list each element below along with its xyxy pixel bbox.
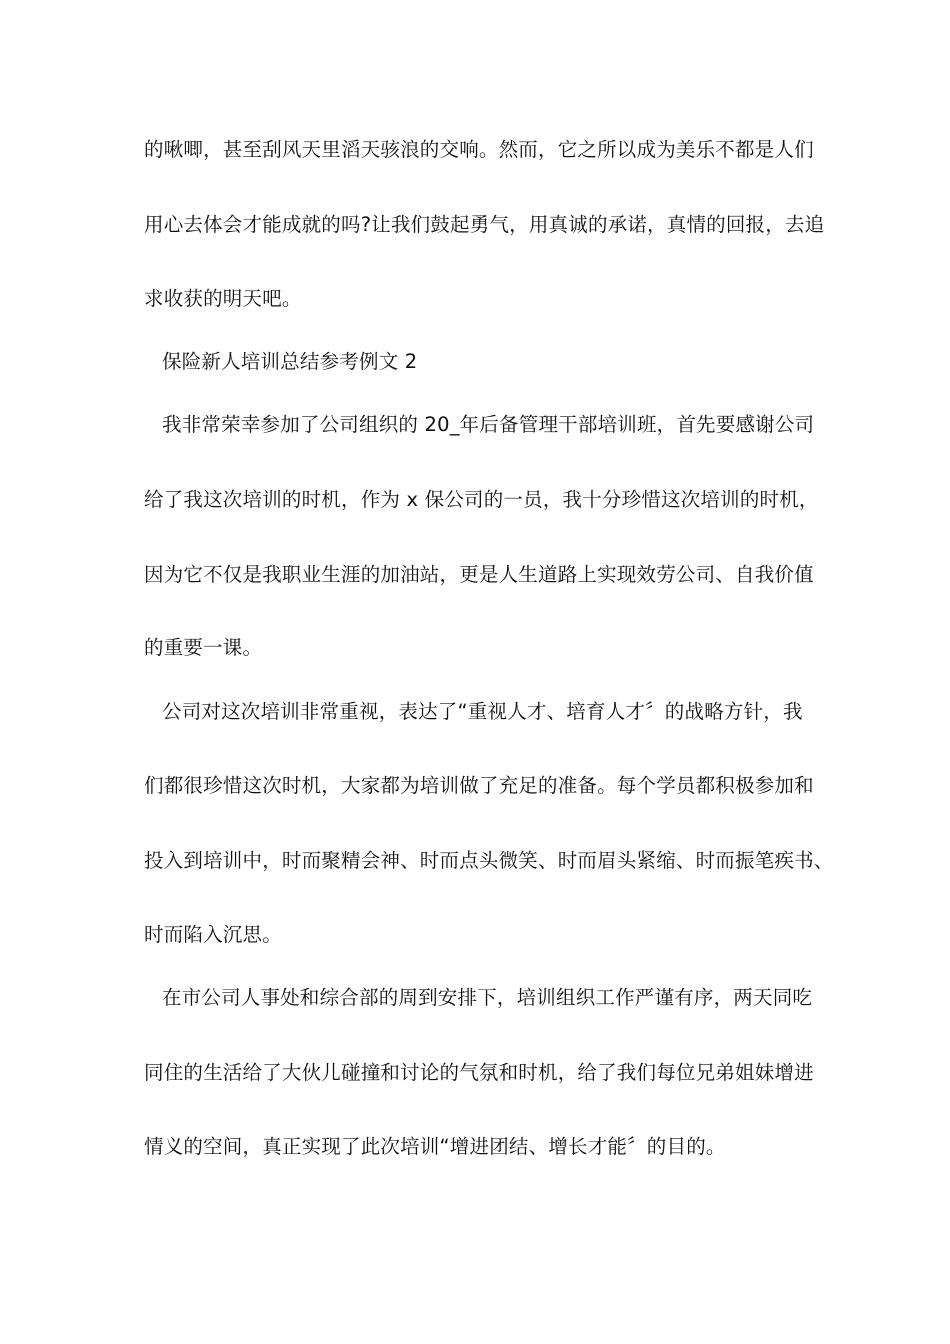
text-line: 的重要一课。 bbox=[144, 636, 263, 659]
text-line: 时而陷入沉思。 bbox=[144, 923, 282, 946]
text-line: 的啾唧，甚至刮风天里滔天骇浪的交响。然而，它之所以成为美乐不都是人们 bbox=[144, 138, 814, 161]
text-line: 公司对这次培训非常重视，表达了“重视人才、培育人才〞的战略方针，我 bbox=[162, 700, 803, 723]
text-line: 同住的生活给了大伙儿碰撞和讨论的气氛和时机，给了我们每位兄弟姐妹增进 bbox=[144, 1061, 814, 1084]
text-line: 因为它不仅是我职业生涯的加油站，更是人生道路上实现效劳公司、自我价值 bbox=[144, 563, 814, 586]
section-heading: 保险新人培训总结参考例文 2 bbox=[162, 350, 418, 373]
text-line: 给了我这次培训的时机，作为 x 保公司的一员，我十分珍惜这次培训的时机， bbox=[144, 488, 819, 511]
text-line: 投入到培训中，时而聚精会神、时而点头微笑、时而眉头紧缩、时而振笔疾书、 bbox=[144, 849, 834, 872]
text-line: 情义的空间，真正实现了此次培训“增进团结、增长才能〞的目的。 bbox=[144, 1135, 726, 1158]
text-line: 我非常荣幸参加了公司组织的 20_年后备管理干部培训班，首先要感谢公司 bbox=[162, 413, 815, 436]
text-line: 在市公司人事处和综合部的周到安排下，培训组织工作严谨有序，两天同吃 bbox=[162, 986, 813, 1009]
text-line: 们都很珍惜这次时机，大家都为培训做了充足的准备。每个学员都积极参加和 bbox=[144, 774, 814, 797]
text-line: 用心去体会才能成就的吗?让我们鼓起勇气，用真诚的承诺，真情的回报，去追 bbox=[144, 213, 825, 236]
text-line: 求收获的明天吧。 bbox=[144, 287, 302, 310]
